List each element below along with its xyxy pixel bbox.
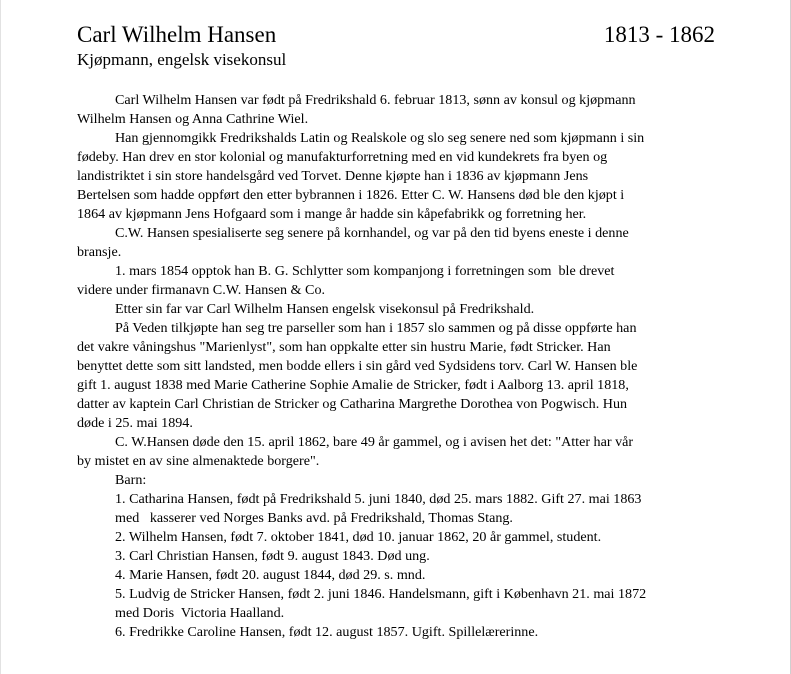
text-line: 2. Wilhelm Hansen, født 7. oktober 1841, død 10. januar 1862, 20 år gammel, student. (115, 529, 602, 545)
biography-text (77, 91, 737, 642)
text-line: by mistet en av sine almenaktede borgere". (77, 453, 320, 469)
text-line: 6. Fredrikke Caroline Hansen, født 12. august 1857. Ugift. Spillelærerinne. (115, 624, 539, 640)
text-line: benyttet dette som sitt landsted, men bodde ellers i sin gård ved Sydsidens torv. Carl W. Hansen ble (77, 358, 638, 374)
text-line: Bertelsen som hadde oppført den etter bybrannen i 1826. Etter C. W. Hansens død ble den kjøpt i (77, 187, 625, 203)
text-line: Wilhelm Hansen og Anna Cathrine Wiel. (77, 111, 309, 127)
document-header (77, 21, 715, 70)
text-line: På Veden tilkjøpte han seg tre parseller som han i 1857 slo sammen og på disse oppførte han (115, 320, 637, 336)
text-line: 1. Catharina Hansen, født på Fredrikshald 5. juni 1840, død 25. mars 1882. Gift 27. mai 1863 (115, 491, 642, 507)
text-line: fødeby. Han drev en stor kolonial og manufakturforretning med en vid kundekrets fra byen og (77, 149, 608, 165)
text-line: bransje. (77, 244, 122, 260)
text-line: 1864 av kjøpmann Jens Hofgaard som i mange år hadde sin kåpefabrikk og forretning her. (77, 206, 587, 222)
text-line: det vakre våningshus "Marienlyst", som han oppkalte etter sin hustru Marie, født Stricker. Han (77, 339, 611, 355)
text-line: gift 1. august 1838 med Marie Catherine Sophie Amalie de Stricker, født i Aalborg 13. april 1818, (77, 377, 629, 393)
text-line: 5. Ludvig de Stricker Hansen, født 2. juni 1846. Handelsmann, gift i København 21. mai 1872 (115, 586, 647, 602)
text-line: 3. Carl Christian Hansen, født 9. august 1843. Død ung. (115, 548, 430, 564)
text-line: Han gjennomgikk Fredrikshalds Latin og Realskole og slo seg senere ned som kjøpmann i sin (115, 130, 645, 146)
text-line: med kasserer ved Norges Banks avd. på Fredrikshald, Thomas Stang. (115, 510, 513, 526)
page-left-border (0, 0, 1, 674)
text-line: landistriktet i sin store handelsgård ved Torvet. Denne kjøpte han i 1836 av kjøpmann Jens (77, 168, 589, 184)
text-line: 4. Marie Hansen, født 20. august 1844, død 29. s. mnd. (115, 567, 426, 583)
text-line: C.W. Hansen spesialiserte seg senere på kornhandel, og var på den tid byens eneste i denne (115, 225, 629, 241)
text-line: videre under firmanavn C.W. Hansen & Co. (77, 282, 326, 298)
text-line: C. W.Hansen døde den 15. april 1862, bare 49 år gammel, og i avisen het det: "Atter har vår (115, 434, 634, 450)
text-line: døde i 25. mai 1894. (77, 415, 193, 431)
life-years: 1813 - 1862 (603, 22, 715, 47)
text-line: med Doris Victoria Haalland. (115, 605, 285, 621)
text-line: Etter sin far var Carl Wilhelm Hansen engelsk visekonsul på Fredrikshald. (115, 301, 535, 317)
text-line: Carl Wilhelm Hansen var født på Fredrikshald 6. februar 1813, sønn av konsul og kjøpmann (115, 92, 636, 108)
person-name-heading: Carl Wilhelm Hansen (77, 22, 277, 47)
text-line: Barn: (115, 472, 147, 488)
text-line: 1. mars 1854 opptok han B. G. Schlytter som kompanjong i forretningen som ble drevet (115, 263, 615, 279)
text-line: datter av kaptein Carl Christian de Stricker og Catharina Margrethe Dorothea von Pogwisch. Hun (77, 396, 628, 412)
occupation-subtitle: Kjøpmann, engelsk visekonsul (77, 50, 287, 69)
